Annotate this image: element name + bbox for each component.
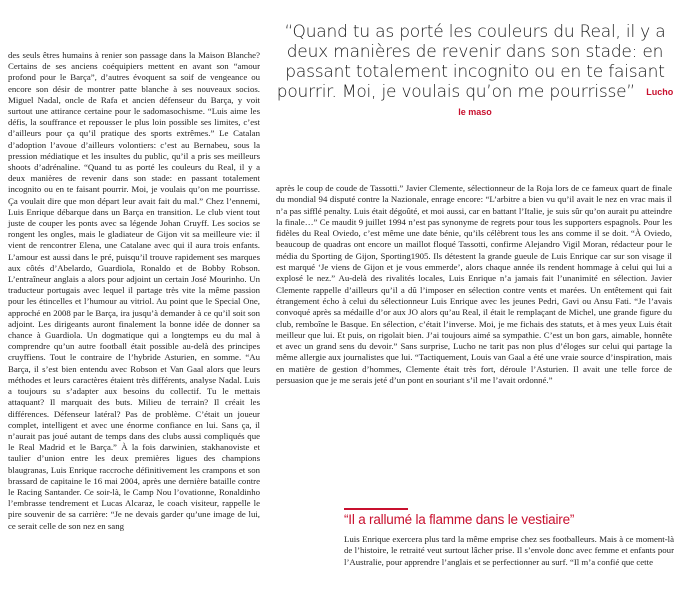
pull-quote-text: “Quand tu as porté les couleurs du Real, il y a deux manières de revenir dans son stade: en passant totalement incognito ou en te faisant pourrir. Moi, je voulais qu’on me pourrisse” <box>276 22 666 102</box>
article-column-left <box>8 50 260 532</box>
pull-quote <box>276 22 674 122</box>
section-text: Luis Enrique exercera plus tard la même emprise chez ses footballeurs. Mais à ce moment-là de l’histoire, le retraité veut surtout lâcher prise. Il s’envole donc avec femme et enfants pour l’Australie, pour apprendre l’anglais et se perfectionner au surf. “Il m’a confié que cette <box>344 534 674 567</box>
article-column-bottom <box>344 534 674 568</box>
article-column-middle <box>276 183 672 386</box>
section-divider <box>344 508 408 510</box>
middle-column-text: après le coup de coude de Tassotti.” Javier Clemente, sélectionneur de la Roja lors de ce fameux quart de finale du mondial 94 disputé contre la Nazionale, enrage encore: “L’arbitre a bien vu qu’il avait le nez en vrac mais il n’a pas sifflé penalty. Luis était dégoûté, et moi aussi, car en battant l’Italie, je suis sûr qu’on aurait pu atteindre la finale…” Ce maudit 9 juillet 1994 n’est pas synonyme de regrets pour tous les supporters espagnols. Pour les fidèles du Real Oviedo, c’est même une date bénie, qu’ils célèbrent tous les ans comme il se doit. “À Oviedo, beaucoup de quadras ont encore un maillot floqué Tassotti, confirme Alejandro Vigil Moran, rédacteur pour le média du Sporting de Gijon, Sporting1905. Ils détestent la grande gueule de Luis Enrique car sur son visage il est marqué ‘Je viens de Gijon et je vous emmerde’, alors chaque année ils rendent hommage à celui qui lui a explosé le nez.” Au-delà des rivalités locales, Luis Enrique n’a jamais fait l’unanimité en sélection. Javier Clemente rappelle d’ailleurs qu’il a dû l’imposer en sélection contre vents et marées. Un entêtement qui fait étrangement écho à celui du sélectionneur Luis Enrique avec les jeunes Pedri, Gavi ou Ansu Fati. “Je l’avais convoqué après sa médaille d’or aux JO alors qu’au Real, il était le remplaçant de Michel, une grande figure du club, remboîne le Basque. En sélection, c’était l’inverse. Moi, je me fichais des statuts, et à mes yeux Luis était meilleur que lui. Et puis, on rigolait bien. J’ai toujours aimé sa sympathie. C’est un bon gars, aimable, honnête et avec un grand sens du devoir.” Sans surprise, Lucho ne tarit pas non plus d’éloges sur celui qui partage la même allergie aux journalistes que lui. “Tactiquement, Louis van Gaal a été une vraie source d’inspiration, mais en matière de gestion d’hommes, Clemente était très fort, déroule l’Asturien. Il avait une telle force de persuasion que je me serais jeté d’un pont en souriant s’il me l’avait ordonné.” <box>276 183 672 386</box>
section-heading: “Il a rallumé la flamme dans le vestiaire” <box>344 512 575 527</box>
left-column-text: des seuls êtres humains à renier son passage dans la Maison Blanche? Certains de ses anciens coéquipiers mettent en avant son “amour profond pour le Barça”, d’autres évoquent sa soif de vengeance ou encore son désir de montrer patte blanche à ses nouveaux socios. Miguel Nadal, oncle de Rafa et ancien défenseur du Barça, y voit surtout une attirance certaine pour le sadomasochisme. “Luis aime les défis, la souffrance et repousser le plus loin possible ses limites, c’est d’ailleurs pour ça qu’il pratique des sports extrêmes.” Le Catalan d’adoption l’avoue d’ailleurs volontiers: c’est au Bernabeu, sous la pression médiatique et les insultes du public, qu’il a pris ses meilleurs shoots d’adrénaline. “Quand tu as porté les couleurs du Real, il y a deux manières de revenir dans son stade: en passant totalement incognito ou en te faisant pourrir. Moi, je voulais qu’on me pourrisse. Ça voulait dire que mon départ leur avait fait du mal.” Chez l’ennemi, Luis Enrique débarque dans un Barça en transition. Le club vient tout juste de couper les ponts avec sa légende Johan Cruyff. Les socios se rongent les ongles, mais le gladiateur de Gijon vit sa meilleure vie: il vient de rencontrer Elena, une Catalane avec qui il aura trois enfants. L’amour est aussi dans le pré, puisqu’il trouve rapidement ses marques aux côtés d’Abelardo, Guardiola, Ronaldo et de Bobby Robson. L’entraîneur anglais a alors pour adjoint un certain José Mourinho. Un traducteur portugais avec lequel il partage très vite la même passion pour les étincelles et l’humour au vitriol. Au point que le Special One, approché en 2008 par le Barça, ira jusqu’à demander à ce qu’il soit son adjoint. Les dirigeants auront finalement la bonne idée de donner sa chance à Guardiola. Un dogmatique qui a longtemps eu du mal à comprendre qu’un autre football était possible au-delà des principes cruyffiens. Tout le contraire de l’hybride Asturien, en somme. “Au Barça, il s’est bien entendu avec Robson et Van Gaal alors que leurs méthodes et leurs caractères étaient très différents, analyse Nadal. Luis a toujours su s’adapter aux besoins du collectif. Tu le mettais attaquant? Il marquait des buts. Milieu de terrain? Il créait les différences. Défenseur latéral? Pas de problème. C’était un joueur complet, intelligent et avec une énorme confiance en lui. Sans ça, il n’aurait pas joué autant de temps dans des clubs aussi compliqués que le Real Madrid et le Barça.” À la fois darwinien, stakhanoviste et taulier d’union entre les deux premières ligues des champions blaugranas, Luis Enrique raccroche définitivement les crampons et son brassard de capitaine le 16 mai 2004, après une dernière bataille contre le Racing Santander. Ce soir-là, le Camp Nou l’ovationne, Ronaldinho l’embrasse tendrement et Lucas Alcaraz, le coach visiteur, rappelle le pire souvenir de sa carrière: “Je ne devais garder qu’une image de lui, ce serait celle de son nez en sang <box>8 50 260 531</box>
pull-quote-attribution: Lucho le maso <box>458 87 674 117</box>
